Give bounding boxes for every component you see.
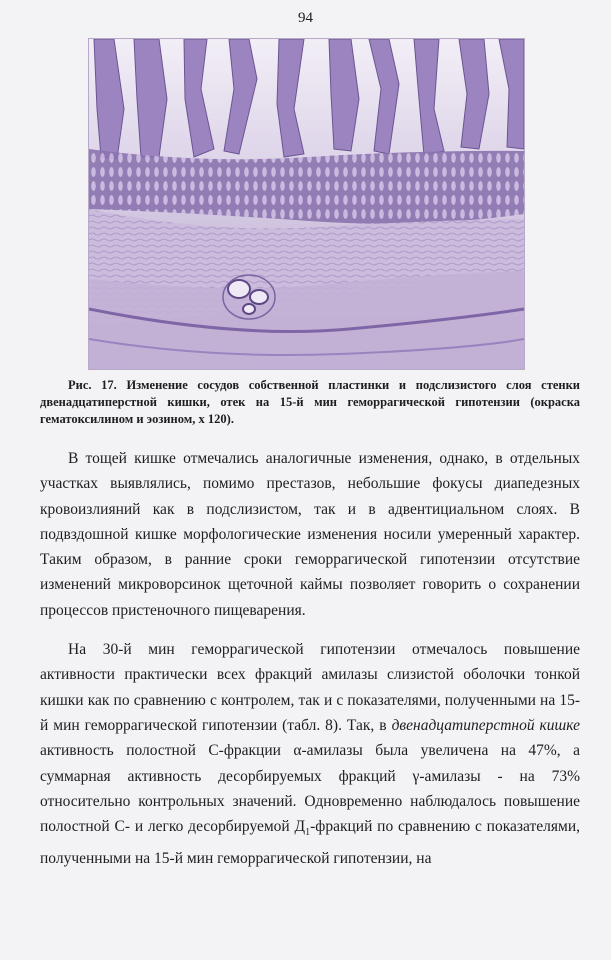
paragraph-2-subscript: 1 <box>305 827 311 839</box>
paragraph-2 <box>40 637 580 871</box>
paragraph-2-text-c: -фракций по сравнению с показателями, полученными на 15-й мин геморрагической гипотензии, на <box>40 818 580 867</box>
figure-caption-text: Изменение сосудов собственной пластинки и подслизистого слоя стенки двенадцатиперстной кишки, отек на 15-й мин геморрагической гипотензии (окраска гематоксилином и эозином, х 120). <box>40 378 581 426</box>
figure-caption <box>40 377 580 428</box>
body-text <box>40 446 580 871</box>
paragraph-2-text-b: активность полостной С-фракции α-амилазы была увеличена на 47%, а суммарная активность десорбируемых фракций γ-амилазы - на 73% относительно контрольных значений. Одновременно наблюдалось повышение полостной С- и легко десорбируемой Д <box>40 742 580 836</box>
paragraph-1: В тощей кишке отмечались аналогичные изменения, однако, в отдельных участках выявлялись, помимо престазов, небольшие фокусы диапедезных кровоизлияний как в подслизистом, так и в адвентициальном слоях. В подвздошной кишке морфологические изменения носили умеренный характер. Таким образом, в ранние сроки геморрагической гипотензии отсутствие изменений микроворсинок щеточной каймы позволяет говорить о сохранении процессов пристеночного пищеварения. <box>40 450 580 619</box>
histology-micrograph <box>88 38 525 370</box>
page-number: 94 <box>298 10 313 26</box>
paragraph-2-text-a: На 30-й мин геморрагической гипотензии отмечалось повышение активности практически всех фракций амилазы слизистой оболочки тонкой кишки как по сравнению с контролем, так и с показателями, полученными на 15-й мин геморрагической гипотензии (табл. 8). Так, в <box>40 641 580 734</box>
paragraph-2-emphasis: двенадцатиперстной кишке <box>391 716 580 734</box>
figure-label: Рис. 17. <box>68 378 117 392</box>
